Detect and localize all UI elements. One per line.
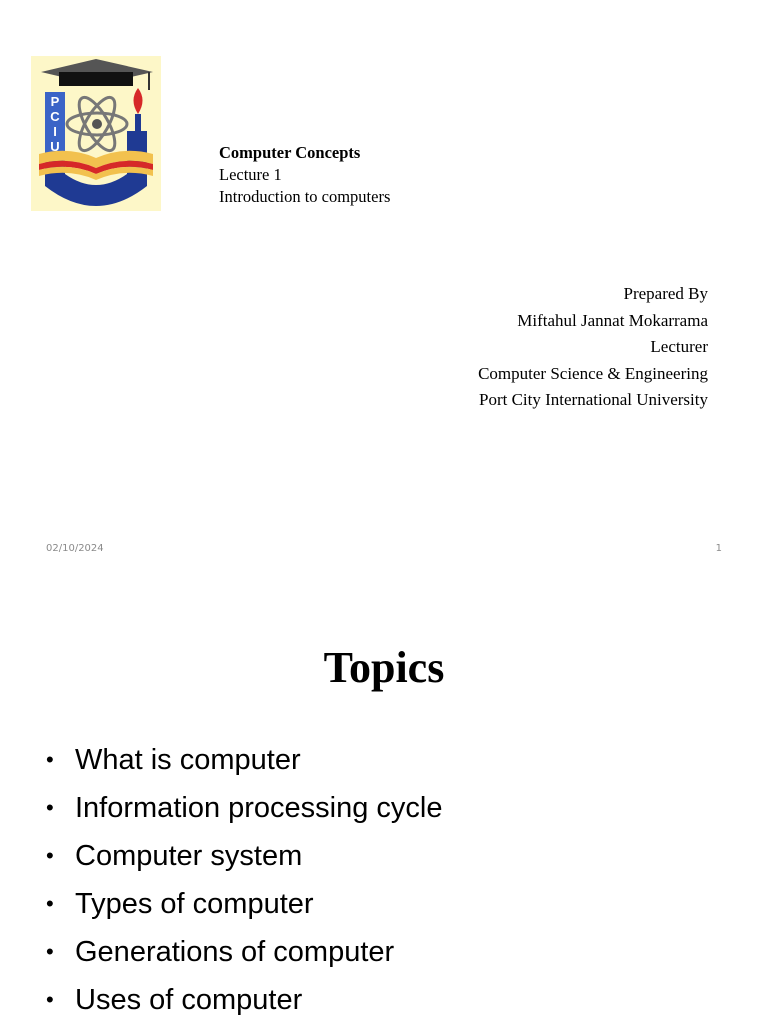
slide-page-number: 1 xyxy=(715,543,722,554)
author-position: Lecturer xyxy=(650,337,708,357)
bullet-icon: • xyxy=(46,891,54,916)
slide-date: 02/10/2024 xyxy=(46,543,104,554)
logo-letter-p: P xyxy=(50,94,60,109)
slide-2 xyxy=(0,576,768,1024)
list-item xyxy=(46,880,443,928)
topic-label: Types of computer xyxy=(75,888,314,920)
topic-label: Information processing cycle xyxy=(75,792,443,824)
list-item xyxy=(46,976,443,1024)
pciu-logo-letters xyxy=(45,92,65,154)
bullet-icon: • xyxy=(46,987,54,1012)
topics-title: Topics xyxy=(323,643,445,692)
topic-label: Computer system xyxy=(75,840,303,872)
list-item xyxy=(46,736,443,784)
logo-letter-c: C xyxy=(50,109,60,124)
bullet-icon: • xyxy=(46,843,54,868)
lecture-number: Lecture 1 xyxy=(219,165,282,184)
list-item xyxy=(46,784,443,832)
pciu-logo-icon xyxy=(31,56,161,211)
logo-letter-u: U xyxy=(50,139,60,154)
author-block xyxy=(478,281,708,414)
bullet-icon: • xyxy=(46,939,54,964)
bullet-icon: • xyxy=(46,747,54,772)
lecture-subtitle: Introduction to computers xyxy=(219,187,391,206)
author-university: Port City International University xyxy=(479,390,708,410)
list-item xyxy=(46,928,443,976)
author-department: Computer Science & Engineering xyxy=(478,363,708,383)
prepared-by-label: Prepared By xyxy=(623,284,708,303)
logo-letter-i: I xyxy=(53,124,57,139)
topic-label: Uses of computer xyxy=(75,984,303,1016)
title-block xyxy=(219,142,390,208)
list-item xyxy=(46,832,443,880)
topic-label: What is computer xyxy=(75,744,301,776)
course-title: Computer Concepts xyxy=(219,143,361,162)
topic-list xyxy=(46,736,443,1024)
author-name: Miftahul Jannat Mokarrama xyxy=(517,310,708,330)
bullet-icon: • xyxy=(46,795,54,820)
topic-label: Generations of computer xyxy=(75,936,395,968)
